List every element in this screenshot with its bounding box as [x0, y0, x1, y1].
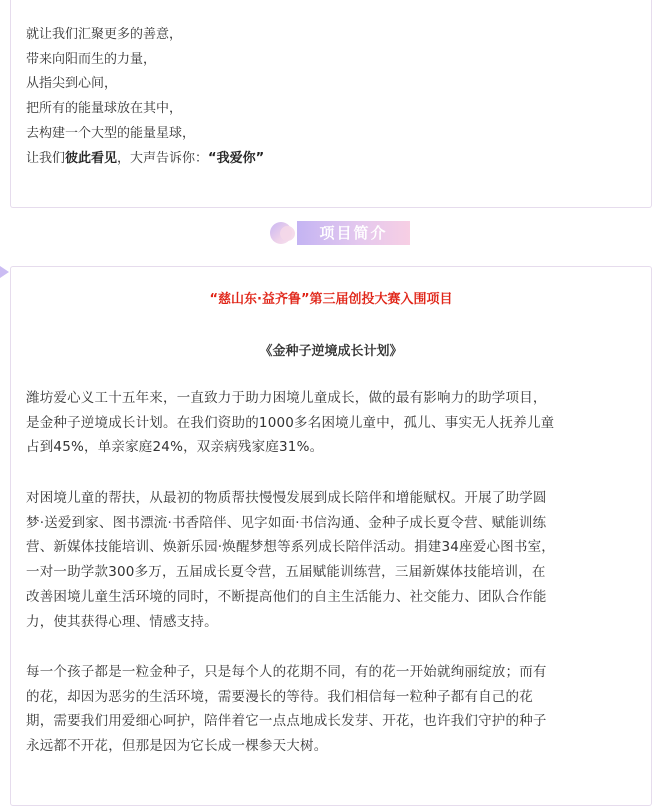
paragraph-line: 营、新媒体技能培训、焕新乐园·焕醒梦想等系列成长陪伴活动。捐建34座爱心图书室，: [26, 539, 555, 556]
project-subtitle: “慈山东·益齐鲁”第三届创投大赛入围项目: [209, 292, 453, 307]
intro-line: 带来向阳而生的力量，: [26, 51, 157, 67]
paragraph-line: 力，使其获得心理、情感支持。: [26, 613, 218, 630]
intro-poem: [26, 23, 264, 171]
paragraph-line: 梦·送爱到家、图书漂流·书香陪伴、见字如面·书信沟通、金种子成长夏令营、赋能训练: [26, 514, 547, 531]
intro-emphasis-love: “我爱你”: [208, 150, 265, 166]
paragraph-line: 期，需要我们用爱细心呵护，陪伴着它一点点地成长发芽、开花，也许我们守护的种子: [26, 713, 547, 730]
paragraph-line: 一对一助学款300多万，五届成长夏令营，五届赋能训练营，三届新媒体技能培训，在: [26, 564, 546, 581]
paragraph-line: 每一个孩子都是一粒金种子，只是每个人的花期不同，有的花一开始就绚丽绽放；而有: [26, 664, 547, 680]
paragraph-line: 对困境儿童的帮扶，从最初的物质帮扶慢慢发展到成长陪伴和增能赋权。开展了助学圆: [26, 490, 547, 506]
decor-circle-small-icon: [280, 226, 295, 241]
paragraph-line: 占到45%，单亲家庭24%，双亲病残家庭31%。: [26, 439, 324, 456]
paragraph-line: 改善困境儿童生活环境的同时，不断提高他们的自主生活能力、社交能力、团队合作能: [26, 588, 547, 605]
paragraph-1: [26, 386, 644, 460]
intro-line: 就让我们汇聚更多的善意，: [26, 27, 183, 42]
section-title: 项目简介: [297, 221, 410, 245]
intro-line: 从指尖到心间，: [26, 76, 118, 92]
intro-line: 去构建一个大型的能量星球，: [26, 125, 196, 141]
intro-last-middle: ，大声告诉你：: [117, 150, 209, 166]
project-card: [10, 266, 652, 806]
decor-wedge-icon: [0, 266, 9, 278]
paragraph-line: 的花，却因为恶劣的生活环境，需要漫长的等待。我们相信每一粒种子都有自己的花: [26, 688, 533, 705]
paragraph-line: 永远都不开花，但那是因为它长成一棵参天大树。: [26, 738, 328, 755]
project-name: 《金种子逆境成长计划》: [259, 344, 403, 359]
paragraph-line: 是金种子逆境成长计划。在我们资助的1000多名困境儿童中，孤儿、事实无人抚养儿童: [26, 414, 555, 431]
intro-last-prefix: 让我们: [26, 150, 66, 166]
section-header: [270, 218, 414, 248]
paragraph-3: [26, 660, 644, 759]
intro-emphasis-see: 彼此看见: [65, 150, 118, 166]
intro-card: [10, 0, 652, 208]
intro-last-line: [26, 147, 264, 172]
paragraph-2: [26, 486, 644, 634]
paragraph-line: 潍坊爱心义工十五年来，一直致力于助力困境儿童成长，做的最有影响力的助学项目，: [26, 390, 547, 406]
intro-line: 把所有的能量球放在其中，: [26, 101, 183, 117]
